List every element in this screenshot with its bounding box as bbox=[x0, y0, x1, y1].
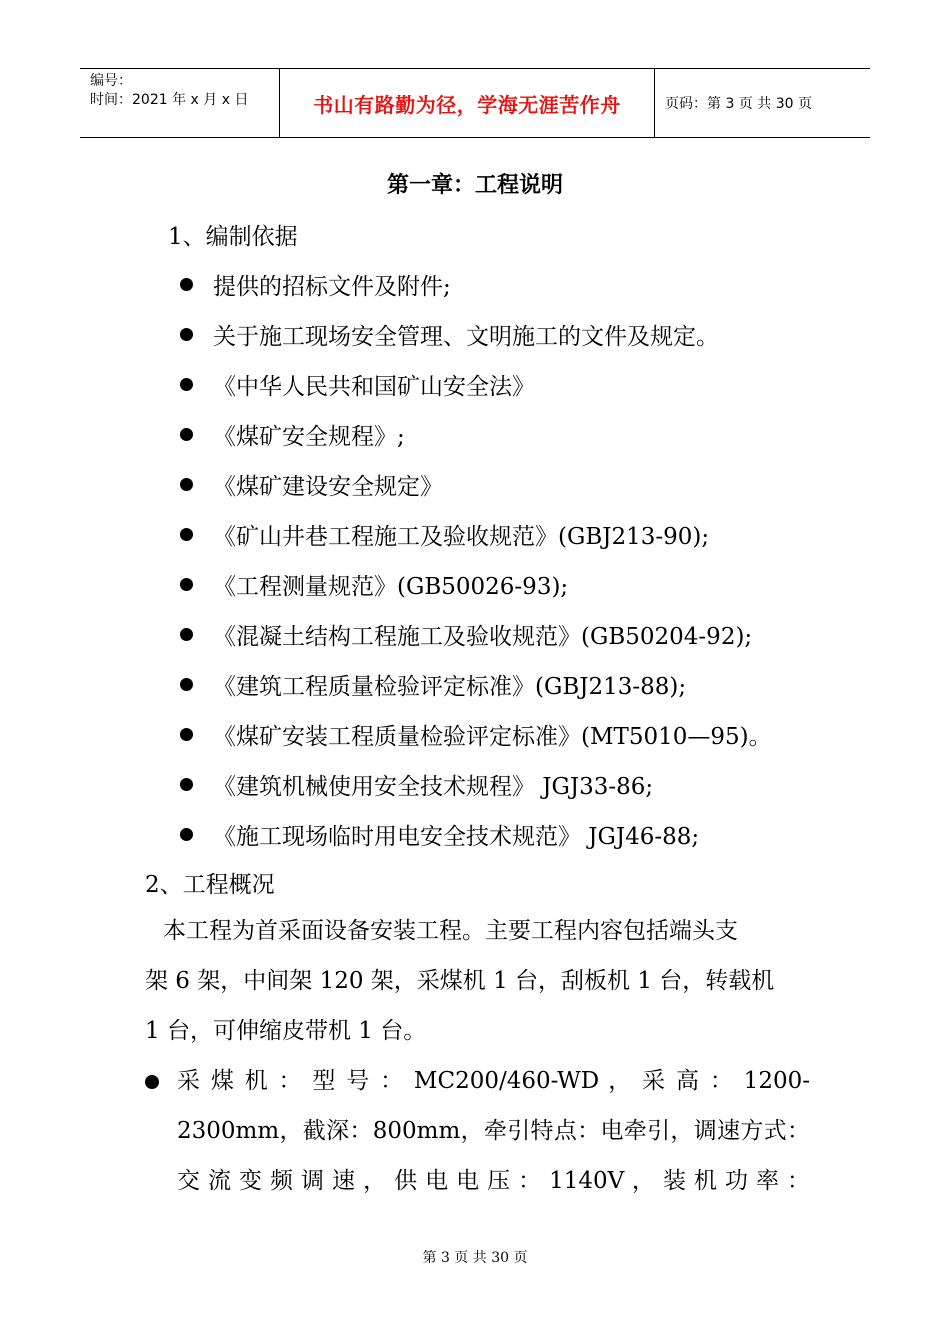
list-item: 《煤矿安装工程质量检验评定标准》(MT5010—95)。 bbox=[180, 718, 772, 751]
list-item: 《煤矿安全规程》; bbox=[180, 418, 405, 451]
list-item: 《矿山井巷工程施工及验收规范》(GBJ213-90); bbox=[180, 518, 709, 551]
paragraph-line: 本工程为首采面设备安装工程。主要工程内容包括端头支 bbox=[163, 918, 738, 944]
header-motto: 书山有路勤为径，学海无涯苦作舟 bbox=[280, 69, 655, 137]
bullet-icon bbox=[180, 628, 193, 641]
bullet-icon bbox=[180, 278, 193, 291]
bullet-icon bbox=[180, 528, 193, 541]
number-label: 编号： bbox=[90, 73, 132, 89]
chapter-title: 第一章：工程说明 bbox=[386, 173, 563, 198]
spec-line: 交 流 变 频 调 速 ， 供 电 电 压 ： 1140V ， 装 机 功 率 ： bbox=[177, 1168, 810, 1194]
bullet-icon bbox=[180, 728, 193, 741]
list-item: 《工程测量规范》(GB50026-93); bbox=[180, 568, 568, 601]
bullet-icon bbox=[180, 478, 193, 491]
page-footer: 第 3 页 共 30 页 bbox=[422, 1250, 528, 1266]
header-meta bbox=[80, 69, 280, 137]
list-item: 关于施工现场安全管理、文明施工的文件及规定。 bbox=[180, 318, 719, 351]
bullet-icon bbox=[180, 328, 193, 341]
spec-line: 采 煤 机 ： 型 号 ： MC200/460-WD ， 采 高 ： 1200- bbox=[177, 1068, 810, 1094]
paragraph-line: 架 6 架，中间架 120 架，采煤机 1 台，刮板机 1 台，转载机 bbox=[145, 968, 775, 994]
spec-line: 2300mm，截深：800mm，牵引特点：电牵引，调速方式： bbox=[177, 1118, 810, 1144]
bullet-icon bbox=[180, 678, 193, 691]
list-item: 《施工现场临时用电安全技术规范》 JGJ46-88; bbox=[180, 818, 699, 851]
header-page-info: 页码：第 3 页 共 30 页 bbox=[665, 96, 812, 112]
list-item: 《建筑机械使用安全技术规程》 JGJ33-86; bbox=[180, 768, 653, 801]
list-item: 《建筑工程质量检验评定标准》(GBJ213-88); bbox=[180, 668, 686, 701]
overview-paragraph bbox=[145, 906, 810, 1056]
list-item: 《煤矿建设安全规定》 bbox=[180, 468, 443, 501]
bullet-icon bbox=[180, 578, 193, 591]
paragraph-line: 1 台，可伸缩皮带机 1 台。 bbox=[145, 1018, 427, 1044]
bullet-icon bbox=[180, 378, 193, 391]
bullet-icon bbox=[180, 778, 193, 791]
bullet-icon bbox=[180, 428, 193, 441]
bullet-icon bbox=[145, 1075, 159, 1089]
list-item: 提供的招标文件及附件; bbox=[180, 268, 451, 301]
section-heading-basis: 1、编制依据 bbox=[168, 224, 298, 250]
list-item: 《混凝土结构工程施工及验收规范》(GB50204-92); bbox=[180, 618, 752, 651]
shearer-spec bbox=[145, 1056, 810, 1206]
time-label: 时间：2021 年 x 月 x 日 bbox=[90, 92, 249, 108]
section-heading-overview: 2、工程概况 bbox=[145, 872, 275, 898]
page-header bbox=[80, 68, 870, 138]
bullet-icon bbox=[180, 828, 193, 841]
list-item: 《中华人民共和国矿山安全法》 bbox=[180, 368, 535, 401]
